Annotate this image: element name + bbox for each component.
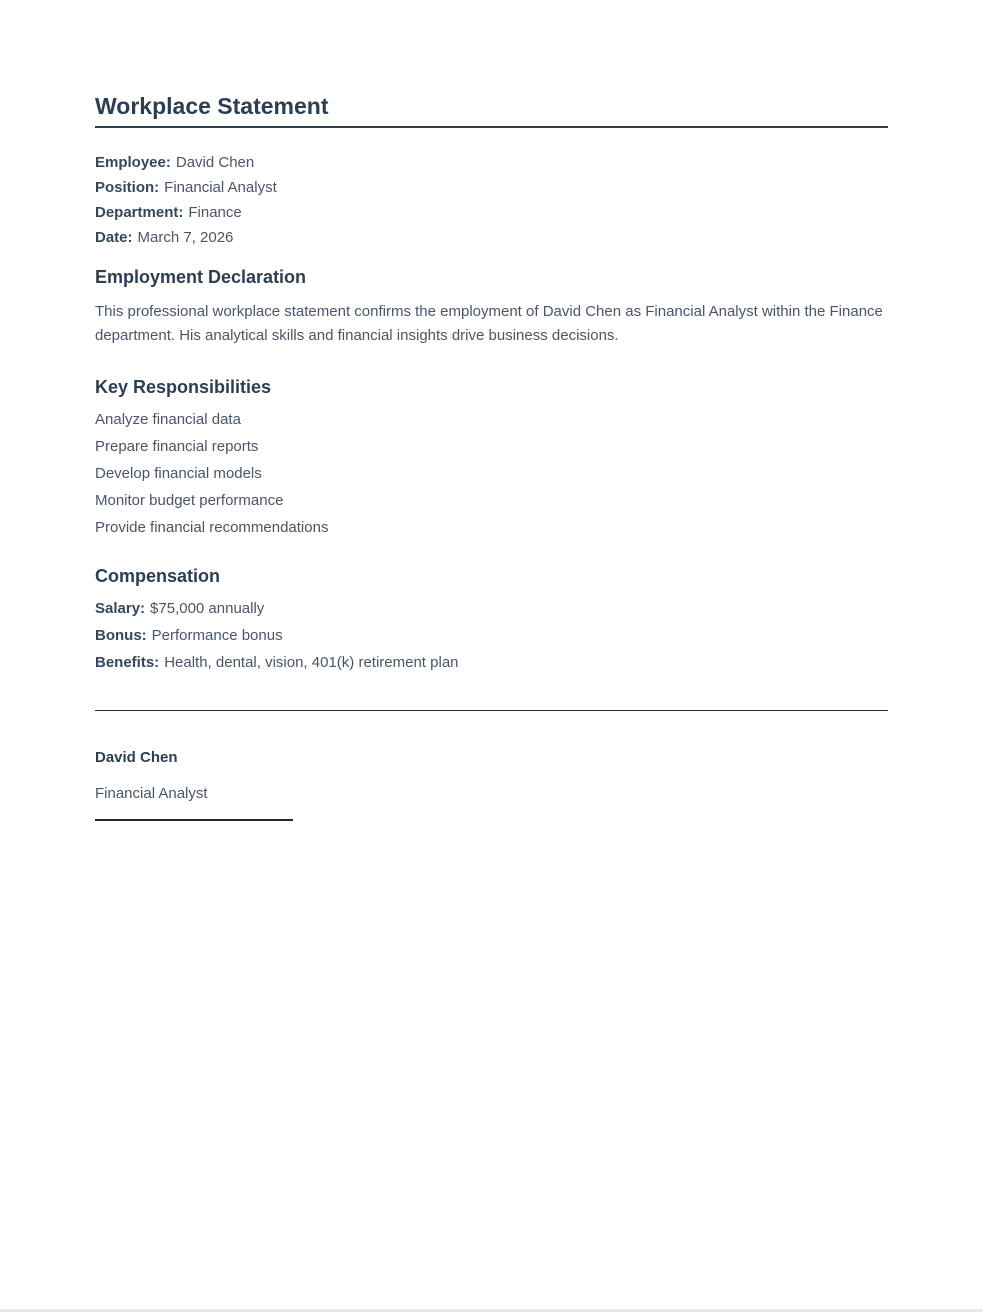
benefits-label: Benefits: xyxy=(95,654,160,671)
meta-row-department xyxy=(95,200,888,225)
responsibilities-list xyxy=(95,406,888,541)
declaration-paragraph: This professional workplace statement confirms the employment of David Chen as Financial Analyst within the Finance department. His analytical skills and financial insights drive business decisions. xyxy=(95,303,883,344)
position-label: Position: xyxy=(95,179,160,196)
signature-separator-rule xyxy=(95,710,888,711)
employee-meta-block xyxy=(95,150,888,250)
signature-name: David Chen xyxy=(95,749,178,766)
benefits-value: Health, dental, vision, 401(k) retirement plan xyxy=(164,654,459,671)
salary-value: $75,000 annually xyxy=(150,600,265,617)
salary-label: Salary: xyxy=(95,600,146,617)
meta-row-date xyxy=(95,225,888,250)
responsibility-item: Prepare financial reports xyxy=(95,438,259,455)
responsibility-item: Monitor budget performance xyxy=(95,492,284,509)
responsibility-item: Analyze financial data xyxy=(95,411,241,428)
section-heading-compensation: Compensation xyxy=(95,566,221,586)
employee-value: David Chen xyxy=(175,154,255,171)
compensation-row-benefits xyxy=(95,649,888,676)
responsibility-item: Provide financial recommendations xyxy=(95,519,329,536)
compensation-block xyxy=(95,595,888,676)
department-label: Department: xyxy=(95,204,184,221)
department-value: Finance xyxy=(188,204,242,221)
section-heading-key-responsibilities: Key Responsibilities xyxy=(95,377,272,397)
position-value: Financial Analyst xyxy=(164,179,277,196)
page-title: Workplace Statement xyxy=(95,92,888,128)
meta-row-employee xyxy=(95,150,888,175)
date-value: March 7, 2026 xyxy=(137,229,234,246)
employee-label: Employee: xyxy=(95,154,171,171)
meta-row-position xyxy=(95,175,888,200)
bonus-label: Bonus: xyxy=(95,627,147,644)
responsibility-item: Develop financial models xyxy=(95,465,262,482)
bonus-value: Performance bonus xyxy=(151,627,283,644)
signature-title: Financial Analyst xyxy=(95,785,208,802)
compensation-row-salary xyxy=(95,595,888,622)
section-heading-employment-declaration: Employment Declaration xyxy=(95,267,307,287)
date-label: Date: xyxy=(95,229,133,246)
signature-line xyxy=(95,819,293,821)
compensation-row-bonus xyxy=(95,622,888,649)
